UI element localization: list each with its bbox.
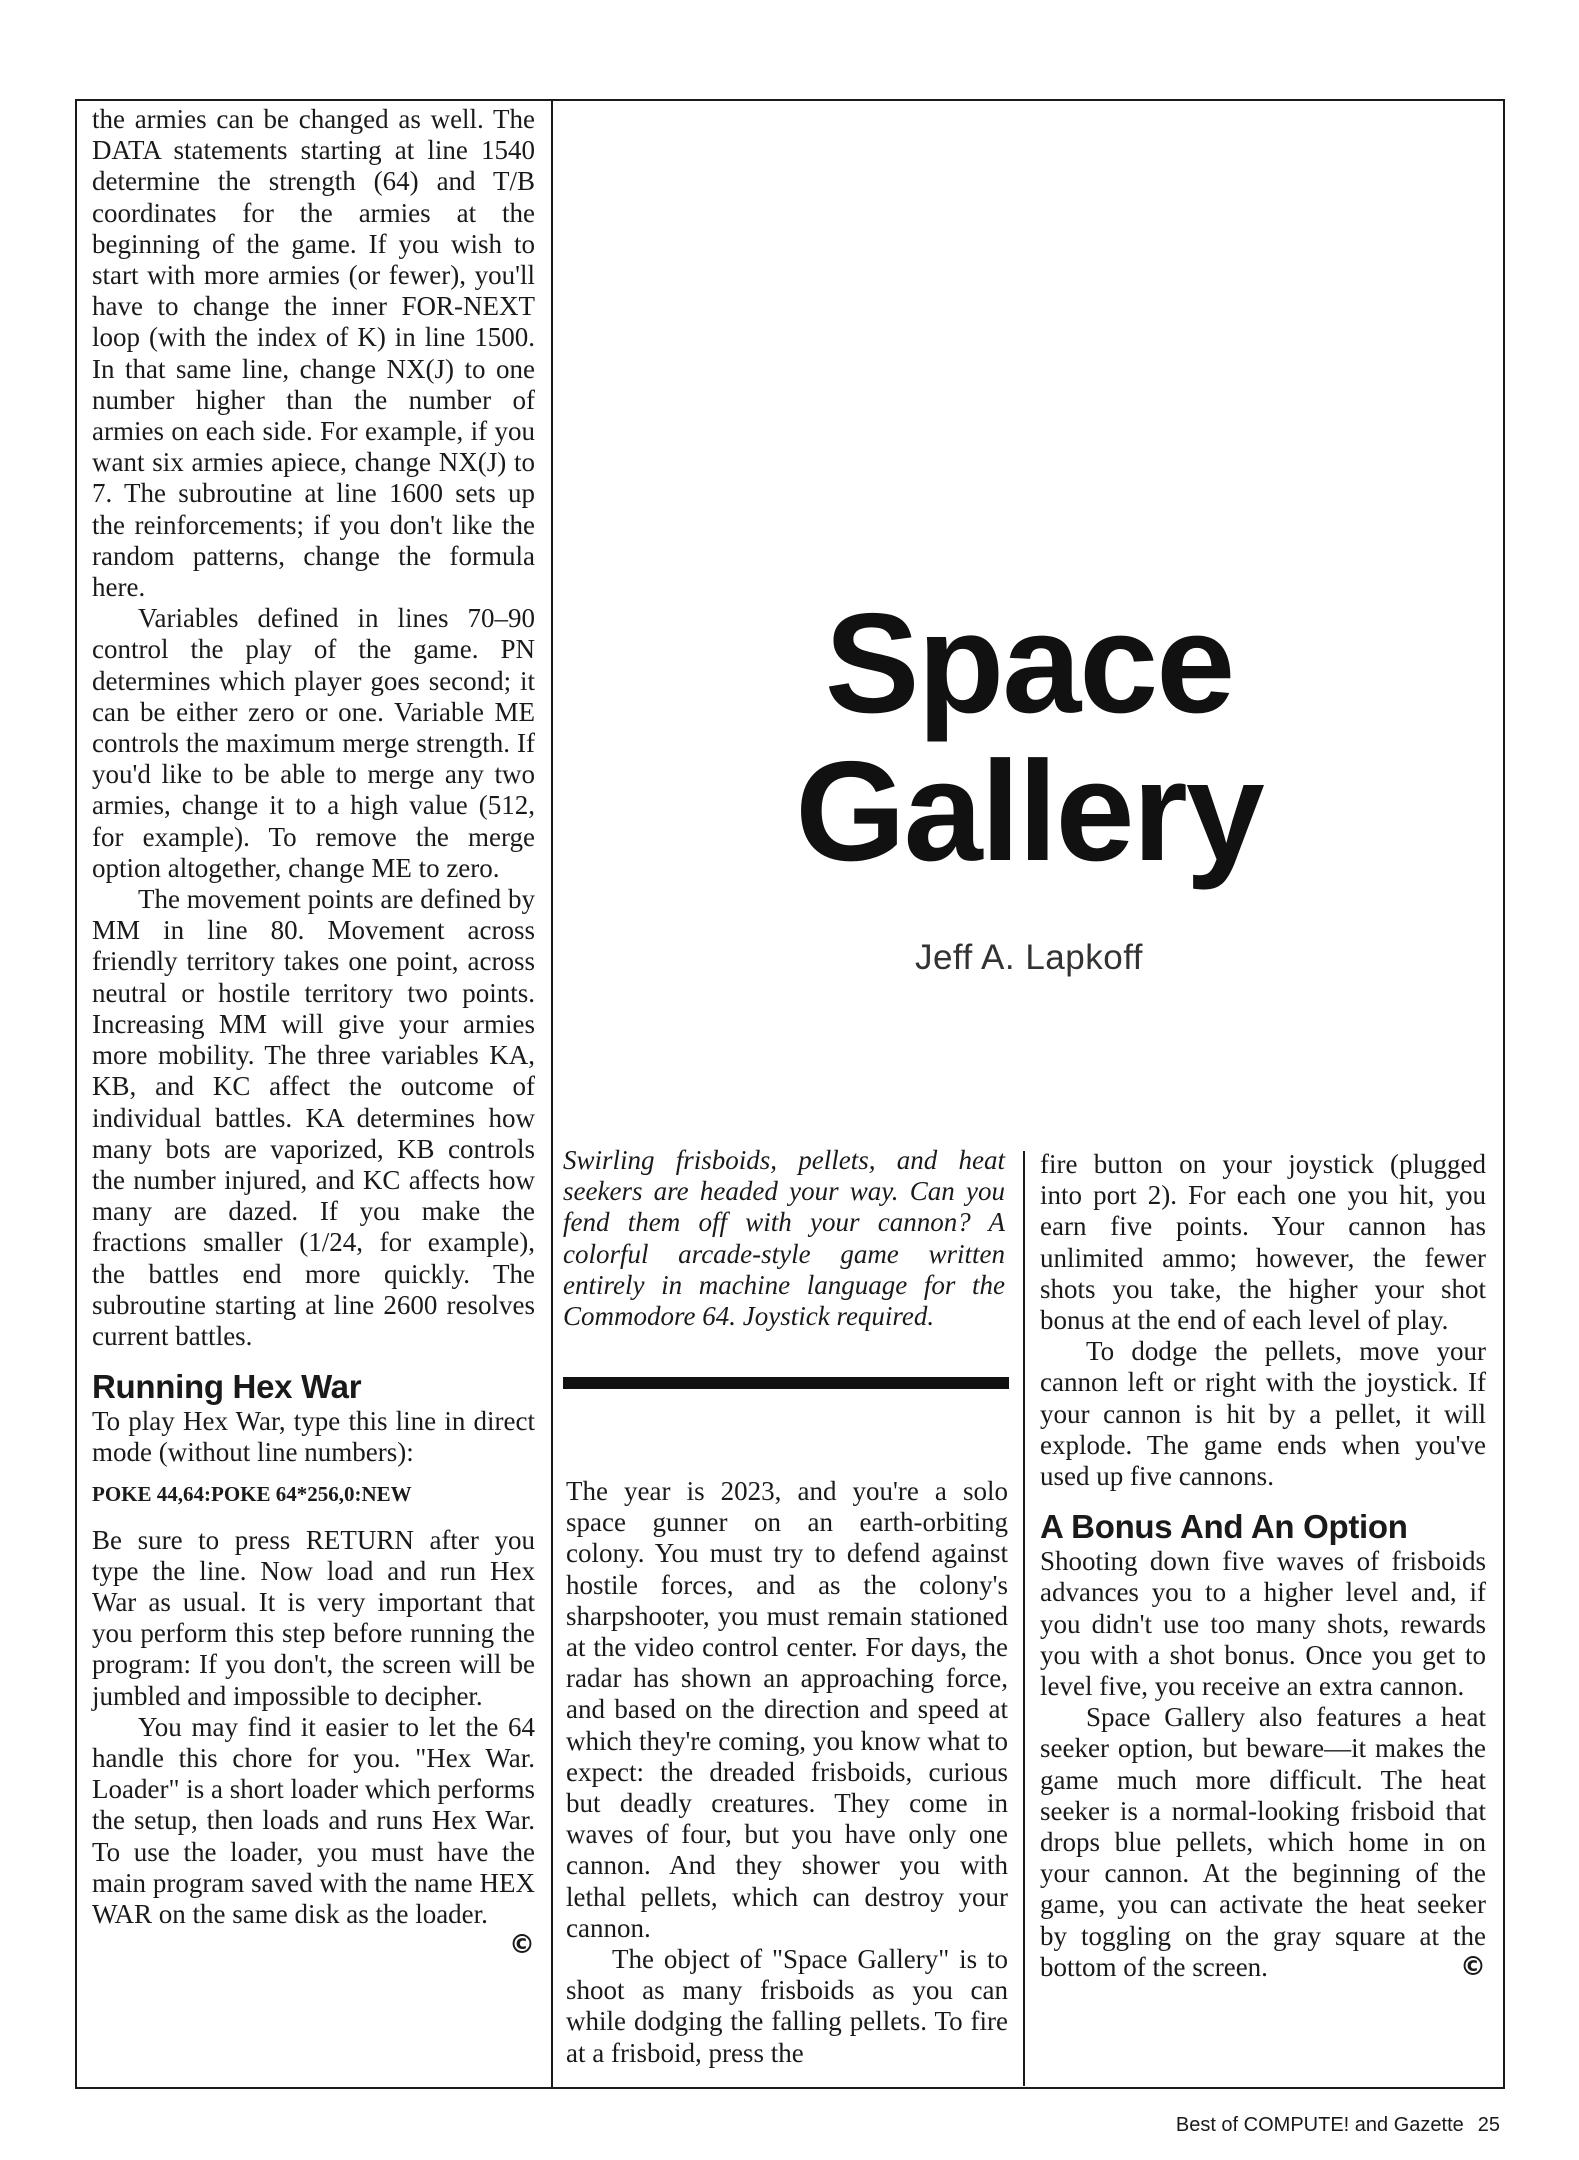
publication-name: Best of COMPUTE! and Gazette <box>1175 2114 1464 2136</box>
title-line: Gallery <box>795 732 1263 891</box>
paragraph: To dodge the pellets, move your cannon left or right with the joystick. If your cannon is hit by a pellet, it will explode. The game ends when you've used up five cannons. <box>1040 1336 1486 1492</box>
paragraph: Be sure to press RETURN after you type the line. Now load and run Hex War as usual. It is very important that you perform this step before running the program: If you don't, the screen will be jumbled and impossible to decipher. <box>92 1524 535 1711</box>
article-title <box>553 584 1505 891</box>
paragraph: Variables defined in lines 70–90 control the play of the game. PN determines which player goes second; it can be either zero or one. Variable ME controls the maximum merge strength. If you'd like to be able to merge any two armies, change it to a high value (512, for example). To remove the merge option altogether, change ME to zero. <box>92 603 535 883</box>
end-mark-icon: © <box>509 1930 535 1961</box>
paragraph-text: You may find it easier to let the 64 handle this chore for you. "Hex War. Loader" is a short loader which performs the setup, then loads and runs Hex War. To use the loader, you must have the main program saved with the name HEX WAR on the same disk as the loader. <box>92 1711 535 1929</box>
column-divider <box>551 99 553 2089</box>
paragraph: fire button on your joystick (plugged into port 2). For each one you hit, you earn five points. Your cannon has unlimited ammo; however, the fewer shots you take, the higher your shot bonus at the end of each level of play. <box>1040 1149 1486 1336</box>
middle-column <box>566 1476 1008 2069</box>
author-byline: Jeff A. Lapkoff <box>914 938 1144 977</box>
right-column <box>1040 1149 1486 1983</box>
paragraph: Shooting down five waves of frisboids advances you to a higher level and, if you didn't use too many shots, rewards you with a shot bonus. Once you get to level five, you receive an extra cannon. <box>1040 1546 1486 1702</box>
end-mark-icon: © <box>1460 1951 1486 1982</box>
paragraph: To play Hex War, type this line in direct mode (without line numbers): <box>92 1406 535 1468</box>
page-footer <box>1176 2113 1500 2137</box>
left-column <box>92 104 535 1961</box>
column-divider <box>1023 1151 1025 2086</box>
section-heading: Running Hex War <box>92 1368 362 1406</box>
code-line: POKE 44,64:POKE 64*256,0:NEW <box>92 1481 412 1506</box>
paragraph: the armies can be changed as well. The DATA statements starting at line 1540 determine the strength (64) and T/B coordinates for the armies at the beginning of the game. If you wish to start with more armies (or fewer), you'll have to change the inner FOR-NEXT loop (with the index of K) in line 1500. In that same line, change NX(J) to one number higher than the number of armies on each side. For example, if you want six armies apiece, change NX(J) to 7. The subroutine at line 1600 sets up the reinforcements; if you don't like the random patterns, change the formula here. <box>92 104 535 603</box>
paragraph <box>92 1711 535 1961</box>
page-number: 25 <box>1477 2114 1500 2136</box>
title-line: Space <box>824 584 1234 743</box>
paragraph: The year is 2023, and you're a solo space gunner on an earth-orbiting colony. You must try to defend against hostile forces, and as the colony's sharpshooter, you must remain stationed at the video control center. For days, the radar has shown an approaching force, and based on the direction and speed at which they're coming, you know what to expect: the dreaded frisboids, curious but deadly creatures. They come in waves of four, but you have only one cannon. And they shower you with lethal pellets, which can destroy your cannon. <box>566 1476 1008 1943</box>
article-intro: Swirling frisboids, pellets, and heat seekers are headed your way. Can you fend them off with your cannon? A colorful arcade-style game written entirely in machine language for the Commodore 64. Joystick required. <box>563 1145 1005 1332</box>
paragraph: The object of "Space Gallery" is to shoot as many frisboids as you can while dodging the falling pellets. To fire at a frisboid, press the <box>566 1944 1008 2068</box>
intro-rule <box>563 1377 1009 1389</box>
paragraph-text: Space Gallery also features a heat seeker option, but beware—it makes the game much more difficult. The heat seeker is a normal-looking frisboid that drops blue pellets, which home in on your cannon. At the beginning of the game, you can activate the heat seeker by toggling on the gray square at the bottom of the screen. <box>1040 1702 1486 1982</box>
paragraph <box>1040 1702 1486 1983</box>
paragraph: The movement points are defined by MM in line 80. Movement across friendly territory takes one point, across neutral or hostile territory two points. Increasing MM will give your armies more mobility. The three variables KA, KB, and KC affect the outcome of individual battles. KA determines how many bots are vaporized, KB controls the number injured, and KC affects how many are dazed. If you make the fractions smaller (1/24, for example), the battles end more quickly. The subroutine starting at line 2600 resolves current battles. <box>92 884 535 1351</box>
section-heading: A Bonus And An Option <box>1040 1508 1408 1546</box>
